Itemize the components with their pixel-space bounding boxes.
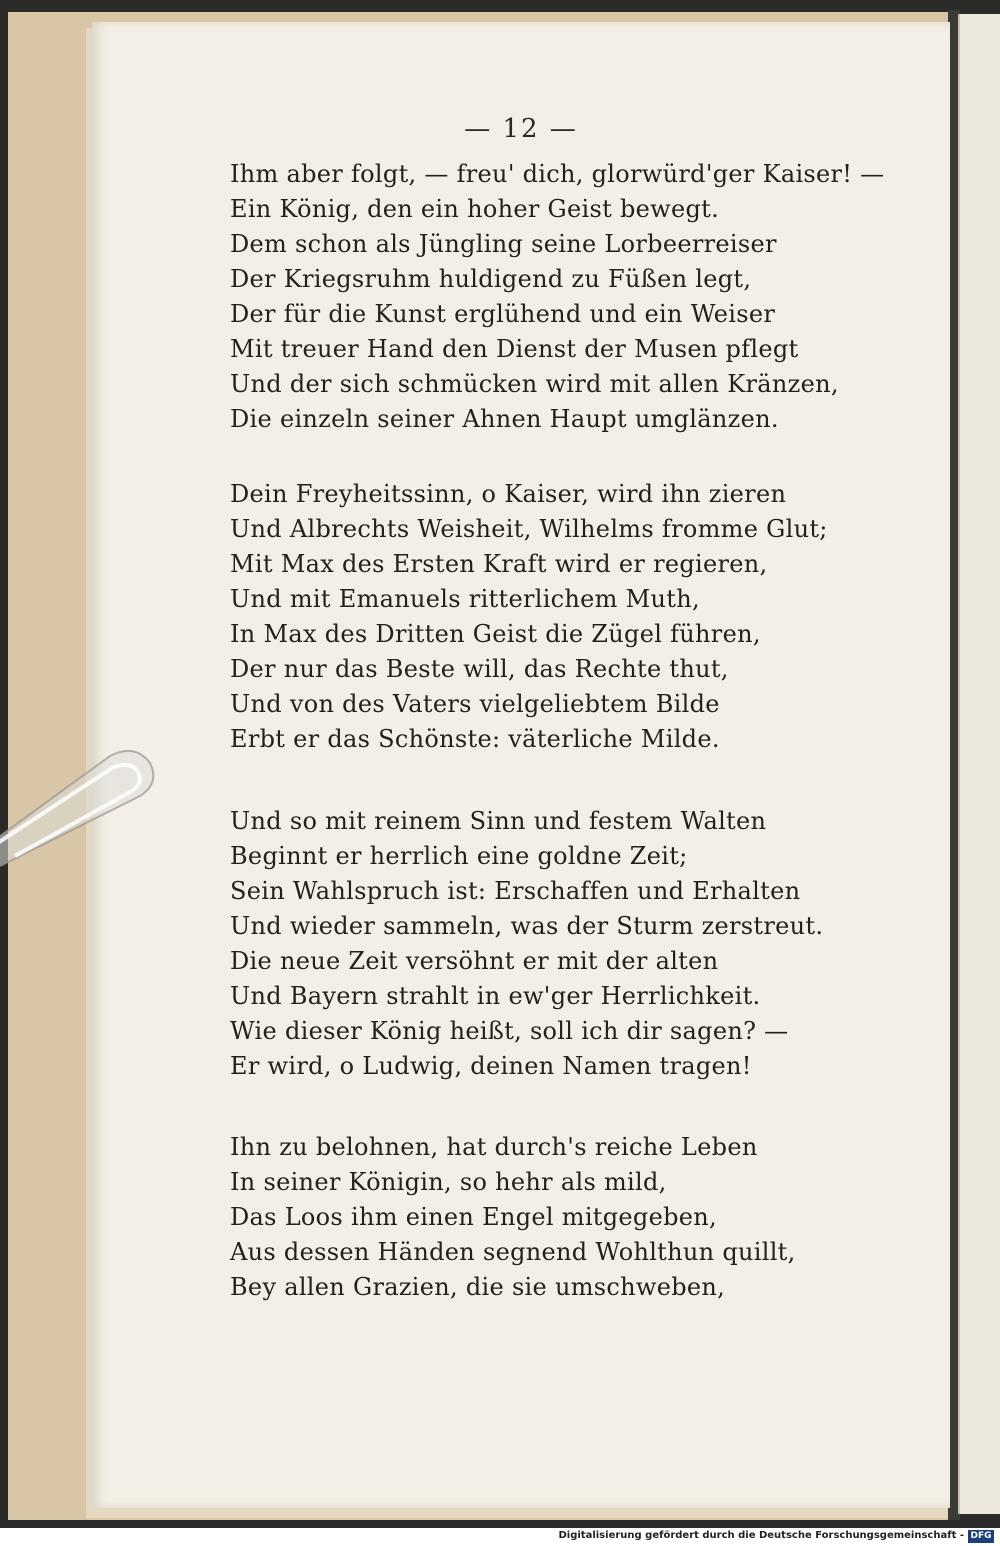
verse-line: Und von des Vaters vielgeliebtem Bilde bbox=[230, 690, 720, 718]
stanza-3 bbox=[230, 804, 910, 1084]
verse-line: In Max des Dritten Geist die Zügel führen, bbox=[230, 620, 761, 648]
verse-line: Und so mit reinem Sinn und festem Walten bbox=[230, 807, 767, 835]
verse-line: Ein König, den ein hoher Geist bewegt. bbox=[230, 195, 720, 223]
stanza-2 bbox=[230, 477, 910, 757]
verse-line: Der für die Kunst erglühend und ein Weiser bbox=[230, 300, 776, 328]
verse-line: Erbt er das Schönste: väterliche Milde. bbox=[230, 725, 720, 753]
verse-line: In seiner Königin, so hehr als mild, bbox=[230, 1168, 667, 1196]
verse-line: Der Kriegsruhm huldigend zu Füßen legt, bbox=[230, 265, 752, 293]
verse-line: Ihn zu belohnen, hat durch's reiche Leben bbox=[230, 1133, 758, 1161]
verse-line: Und Bayern strahlt in ew'ger Herrlichkeit. bbox=[230, 982, 761, 1010]
verse-line: Er wird, o Ludwig, deinen Namen tragen! bbox=[230, 1052, 752, 1080]
stanza-1 bbox=[230, 157, 910, 437]
verse-line: Wie dieser König heißt, soll ich dir sagen? — bbox=[230, 1017, 789, 1045]
verse-line: Das Loos ihm einen Engel mitgegeben, bbox=[230, 1203, 717, 1231]
funding-credit: Digitalisierung gefördert durch die Deutsche Forschungsgemeinschaft - bbox=[558, 1530, 964, 1541]
stanza-4 bbox=[230, 1130, 910, 1305]
page-number: — 12 — bbox=[464, 114, 578, 144]
verse-line: Die einzeln seiner Ahnen Haupt umglänzen. bbox=[230, 405, 779, 433]
verse-line: Mit treuer Hand den Dienst der Musen pflegt bbox=[230, 335, 799, 363]
adjacent-page bbox=[958, 14, 1000, 1514]
book-page bbox=[92, 22, 950, 1508]
verse-line: Aus dessen Händen segnend Wohlthun quillt, bbox=[230, 1238, 796, 1266]
verse-line: Mit Max des Ersten Kraft wird er regieren, bbox=[230, 550, 768, 578]
verse-line: Und wieder sammeln, was der Sturm zerstreut. bbox=[230, 912, 824, 940]
verse-line: Und der sich schmücken wird mit allen Kränzen, bbox=[230, 370, 839, 398]
verse-line: Die neue Zeit versöhnt er mit der alten bbox=[230, 947, 719, 975]
verse-line: Bey allen Grazien, die sie umschweben, bbox=[230, 1273, 726, 1301]
verse-line: Ihm aber folgt, — freu' dich, glorwürd'ger Kaiser! — bbox=[230, 160, 885, 188]
verse-line: Dein Freyheitssinn, o Kaiser, wird ihn zieren bbox=[230, 480, 787, 508]
verse-line: Der nur das Beste will, das Rechte thut, bbox=[230, 655, 729, 683]
verse-line: Und Albrechts Weisheit, Wilhelms fromme Glut; bbox=[230, 515, 828, 543]
dfg-logo: DFG bbox=[968, 1530, 994, 1543]
verse-line: Dem schon als Jüngling seine Lorbeerreiser bbox=[230, 230, 777, 258]
verse-line: Beginnt er herrlich eine goldne Zeit; bbox=[230, 842, 688, 870]
verse-line: Und mit Emanuels ritterlichem Muth, bbox=[230, 585, 700, 613]
verse-line: Sein Wahlspruch ist: Erschaffen und Erhalten bbox=[230, 877, 801, 905]
